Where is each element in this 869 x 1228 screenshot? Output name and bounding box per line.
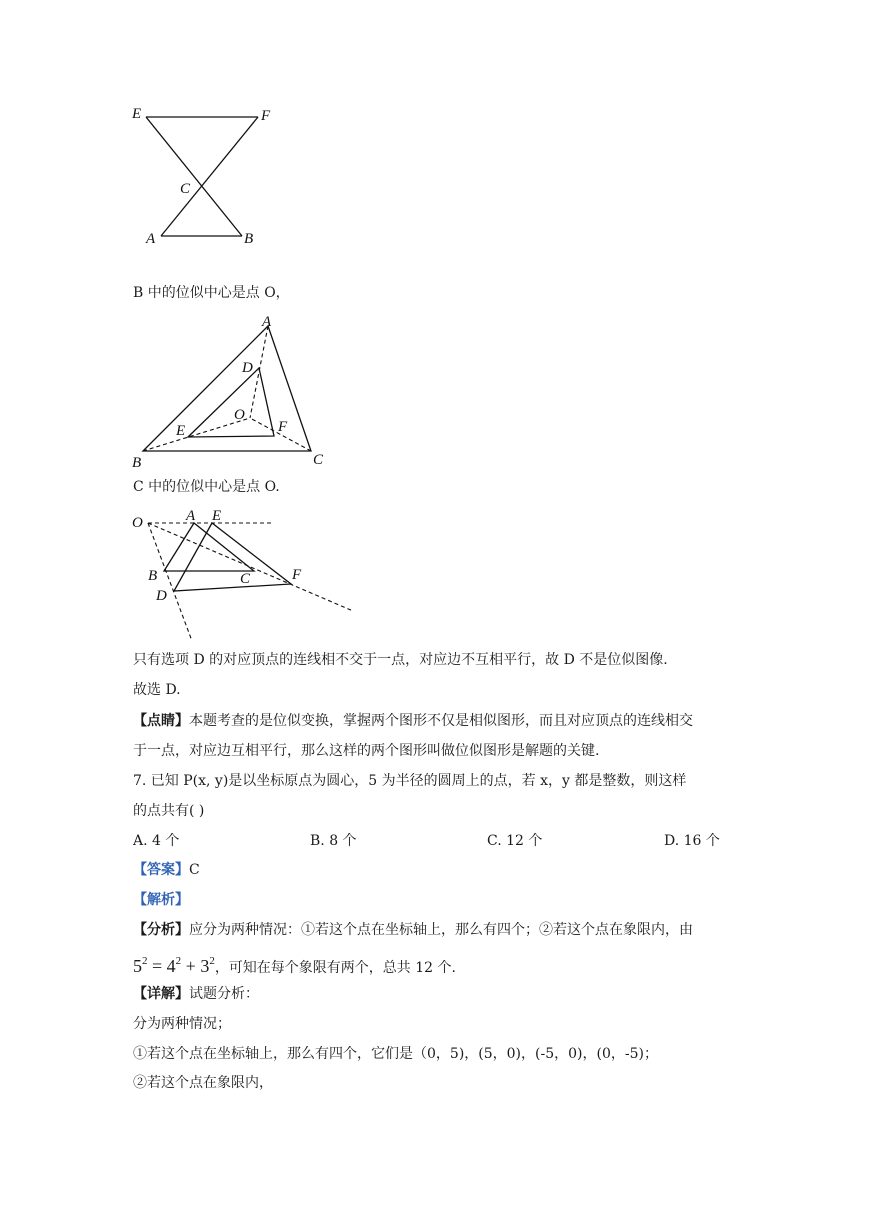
detail-line-2: ①若这个点在坐标轴上，那么有四个，它们是（0，5)，(5，0)，(-5，0)，(0，-5)； <box>133 1046 658 1062</box>
answer-line <box>133 860 200 880</box>
comment-line-2: 于一点，对应边互相平行，那么这样的两个图形叫做位似图形是解题的关键. <box>133 743 600 759</box>
label-a: A <box>146 231 156 247</box>
comment-text-1: 本题考查的是位似变换，掌握两个图形不仅是相似图形，而且对应顶点的连线相交 <box>189 713 693 729</box>
figure-3-svg <box>128 503 358 645</box>
triangle-def3 <box>174 523 291 591</box>
xiangjie-text: 试题分析： <box>189 986 259 1002</box>
question-7-line-1: 7. 已知 P(x, y)是以坐标原点为圆心，5 为半径的圆周上的点，若 x，y 都是整数，则这样 <box>133 773 687 789</box>
label-b2: B <box>132 455 142 470</box>
figure-3-triangles <box>128 503 358 645</box>
label-e2: E <box>176 423 186 439</box>
fenxi-line-2 <box>133 948 456 981</box>
label-e: E <box>132 106 142 122</box>
label-f: F <box>261 108 271 124</box>
label-a2: A <box>262 314 272 330</box>
label-o2: O <box>234 407 245 423</box>
para-1: 只有选项 D 的对应顶点的连线相不交于一点，对应边不互相平行，故 D 不是位似图像. <box>133 652 668 668</box>
comment-line-1 <box>133 711 693 731</box>
xiangjie-line <box>133 984 259 1004</box>
eq-base-3: 3 <box>200 956 210 976</box>
analysis-line <box>133 890 189 910</box>
detail-line-3: ②若这个点在象限内， <box>133 1075 273 1091</box>
edge-eb <box>146 117 242 236</box>
fenxi-line-1 <box>133 920 693 940</box>
text-line-b: B 中的位似中心是点 O， <box>133 285 290 301</box>
label-d3: D <box>156 588 167 604</box>
fenxi-tag: 【分析】 <box>133 922 189 938</box>
dash-of <box>148 523 353 611</box>
fenxi-text-2: ，可知在每个象限有两个，总共 12 个. <box>214 960 456 976</box>
label-c: C <box>180 181 191 197</box>
fenxi-text-1: 应分为两种情况：①若这个点在坐标轴上，那么有四个；②若这个点在象限内，由 <box>189 922 693 938</box>
label-f3: F <box>292 567 302 583</box>
comment-tag: 【点睛】 <box>133 713 189 729</box>
label-f2: F <box>278 419 288 435</box>
figure-2-triangles <box>128 310 338 470</box>
eq-equals: = <box>147 956 167 976</box>
label-b3: B <box>148 568 158 584</box>
answer-tag: 【答案】 <box>133 862 189 878</box>
answer-value: C <box>189 862 200 878</box>
question-7-line-2: 的点共有( ) <box>133 803 205 819</box>
figure-2-svg <box>128 310 338 470</box>
label-b: B <box>244 231 254 247</box>
eq-exp-2: 2 <box>175 955 182 967</box>
eq-exp-3: 2 <box>209 955 215 967</box>
eq-exp-1: 2 <box>142 955 148 967</box>
option-a: A. 4 个 <box>133 833 180 849</box>
label-d2: D <box>242 360 253 376</box>
option-b: B. 8 个 <box>310 833 357 849</box>
edge-fa <box>161 117 258 236</box>
eq-base-2: 4 <box>166 956 176 976</box>
equation <box>133 956 215 976</box>
xiangjie-tag: 【详解】 <box>133 986 189 1002</box>
triangle-abc3 <box>164 523 254 571</box>
eq-base-1: 5 <box>133 956 142 976</box>
text-line-c: C 中的位似中心是点 O. <box>133 479 280 495</box>
label-c3: C <box>240 571 251 587</box>
label-o3: O <box>132 515 143 531</box>
eq-plus: + <box>181 956 201 976</box>
para-2: 故选 D. <box>133 682 181 698</box>
analysis-tag: 【解析】 <box>133 892 189 908</box>
option-d: D. 16 个 <box>664 833 720 849</box>
option-c: C. 12 个 <box>487 833 543 849</box>
figure-1-svg <box>128 100 278 250</box>
detail-line-1: 分为两种情况； <box>133 1016 231 1032</box>
label-e3: E <box>212 508 222 524</box>
label-c2: C <box>313 452 324 468</box>
figure-1-hourglass <box>128 100 278 250</box>
label-a3: A <box>186 508 196 524</box>
triangle-def <box>188 368 274 437</box>
